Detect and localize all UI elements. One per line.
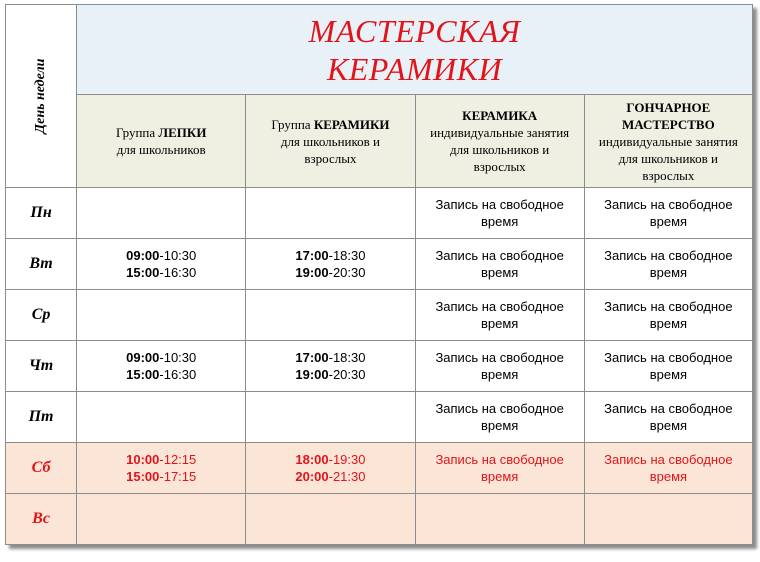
- day-name: Вт: [29, 255, 53, 272]
- booking-note: время: [480, 469, 519, 484]
- day-cell: [6, 494, 77, 545]
- time-start: 10:00: [126, 452, 160, 467]
- booking-note: время: [649, 316, 688, 331]
- booking-note: Запись на свободное: [604, 350, 733, 365]
- time-start: 19:00: [295, 265, 329, 280]
- day-cell: [6, 239, 77, 290]
- column-header-subtitle: для школьников: [116, 142, 206, 157]
- time-start: 15:00: [126, 367, 160, 382]
- time-end: -18:30: [328, 350, 366, 365]
- booking-note: Запись на свободное: [604, 401, 733, 416]
- booking-note: время: [480, 214, 519, 229]
- booking-note: время: [480, 265, 519, 280]
- schedule-cell: [584, 188, 752, 239]
- column-header-title: ЛЕПКИ: [158, 125, 207, 140]
- schedule-cell: [246, 239, 415, 290]
- time-end: -20:30: [328, 367, 366, 382]
- column-header-subtitle: взрослых: [473, 159, 526, 174]
- day-cell: [6, 341, 77, 392]
- schedule-cell: [415, 494, 584, 545]
- table-row: [6, 392, 753, 443]
- time-start: 09:00: [126, 350, 160, 365]
- time-end: -21:30: [328, 469, 366, 484]
- time-start: 19:00: [295, 367, 329, 382]
- column-header-subtitle: для школьников и: [450, 142, 550, 157]
- schedule-cell: [246, 494, 415, 545]
- day-cell: [6, 392, 77, 443]
- column-header-modeling: [77, 95, 246, 188]
- schedule-cell: [584, 392, 752, 443]
- booking-note: время: [649, 214, 688, 229]
- time-end: -10:30: [159, 248, 197, 263]
- day-cell: [6, 290, 77, 341]
- time-end: -17:15: [159, 469, 197, 484]
- day-cell: [6, 188, 77, 239]
- table-row: [6, 341, 753, 392]
- booking-note: время: [649, 367, 688, 382]
- time-end: -19:30: [328, 452, 366, 467]
- time-end: -20:30: [328, 265, 366, 280]
- schedule-cell: [415, 341, 584, 392]
- schedule-cell: [77, 392, 246, 443]
- column-header-prefix: Группа: [271, 116, 314, 132]
- schedule-cell: [246, 290, 415, 341]
- column-header-subtitle: для школьников и: [618, 150, 718, 166]
- booking-note: Запись на свободное: [435, 452, 564, 467]
- schedule-table: [5, 4, 753, 545]
- time-start: 18:00: [295, 452, 329, 467]
- table-row: [6, 188, 753, 239]
- time-end: -16:30: [159, 367, 197, 382]
- day-name: Чт: [28, 357, 54, 374]
- schedule-cell: [246, 392, 415, 443]
- column-header-subtitle: для школьников и: [280, 133, 380, 149]
- column-header-title: ГОНЧАРНОЕ: [626, 99, 711, 115]
- column-header-ceramics-individual: [415, 95, 584, 188]
- column-header-title: КЕРАМИКИ: [313, 116, 390, 132]
- booking-note: Запись на свободное: [604, 452, 733, 467]
- booking-note: Запись на свободное: [435, 350, 564, 365]
- schedule-cell: [415, 290, 584, 341]
- day-cell: [6, 443, 77, 494]
- booking-note: время: [480, 418, 519, 433]
- document-title: [77, 5, 753, 95]
- schedule-cell: [246, 188, 415, 239]
- schedule-cell: [77, 188, 246, 239]
- column-header-subtitle: индивидуальные занятия: [598, 133, 738, 149]
- time-start: 17:00: [295, 350, 329, 365]
- schedule-cell: [415, 443, 584, 494]
- table-row: [6, 494, 753, 545]
- time-start: 17:00: [295, 248, 329, 263]
- schedule-cell: [77, 341, 246, 392]
- time-end: -18:30: [328, 248, 366, 263]
- time-end: -12:15: [159, 452, 197, 467]
- schedule-document: [5, 4, 753, 545]
- booking-note: Запись на свободное: [604, 299, 733, 314]
- booking-note: время: [480, 316, 519, 331]
- schedule-cell: [415, 239, 584, 290]
- column-header-subtitle: индивидуальные занятия: [430, 125, 570, 140]
- booking-note: время: [649, 418, 688, 433]
- booking-note: время: [649, 469, 688, 484]
- booking-note: Запись на свободное: [435, 299, 564, 314]
- time-end: -16:30: [159, 265, 197, 280]
- schedule-cell: [246, 341, 415, 392]
- weekday-column-label: [6, 5, 77, 188]
- booking-note: время: [649, 265, 688, 280]
- column-header-subtitle: взрослых: [642, 167, 695, 183]
- schedule-cell: [584, 239, 752, 290]
- weekday-label-text: День недели: [33, 58, 49, 134]
- table-row: [6, 239, 753, 290]
- day-name: Ср: [31, 306, 51, 323]
- table-row: [6, 290, 753, 341]
- schedule-cell: [584, 494, 752, 545]
- column-header-title: КЕРАМИКА: [462, 108, 538, 123]
- day-name: Пт: [28, 408, 54, 425]
- time-start: 15:00: [126, 265, 160, 280]
- booking-note: Запись на свободное: [435, 197, 564, 212]
- booking-note: Запись на свободное: [435, 401, 564, 416]
- schedule-cell: [415, 188, 584, 239]
- schedule-cell: [246, 443, 415, 494]
- column-header-title: МАСТЕРСТВО: [622, 116, 715, 132]
- time-start: 20:00: [295, 469, 329, 484]
- column-header-subtitle: взрослых: [304, 150, 357, 166]
- schedule-cell: [584, 443, 752, 494]
- column-header-row: [6, 95, 753, 188]
- time-start: 09:00: [126, 248, 160, 263]
- schedule-cell: [77, 290, 246, 341]
- booking-note: время: [480, 367, 519, 382]
- schedule-cell: [584, 341, 752, 392]
- booking-note: Запись на свободное: [435, 248, 564, 263]
- time-start: 15:00: [126, 469, 160, 484]
- day-name: Пн: [30, 204, 52, 221]
- schedule-cell: [584, 290, 752, 341]
- column-header-pottery: [584, 95, 752, 188]
- schedule-cell: [415, 392, 584, 443]
- table-row: [6, 443, 753, 494]
- column-header-prefix: Группа: [115, 125, 159, 140]
- schedule-cell: [77, 239, 246, 290]
- title-line-1: МАСТЕРСКАЯ: [308, 12, 521, 49]
- booking-note: Запись на свободное: [604, 248, 733, 263]
- time-end: -10:30: [159, 350, 197, 365]
- column-header-ceramics-group: [246, 95, 415, 188]
- title-row: [6, 5, 753, 95]
- title-line-2: КЕРАМИКИ: [326, 50, 503, 87]
- day-name: Сб: [31, 459, 51, 476]
- schedule-cell: [77, 494, 246, 545]
- day-name: Вс: [32, 510, 50, 527]
- schedule-cell: [77, 443, 246, 494]
- booking-note: Запись на свободное: [604, 197, 733, 212]
